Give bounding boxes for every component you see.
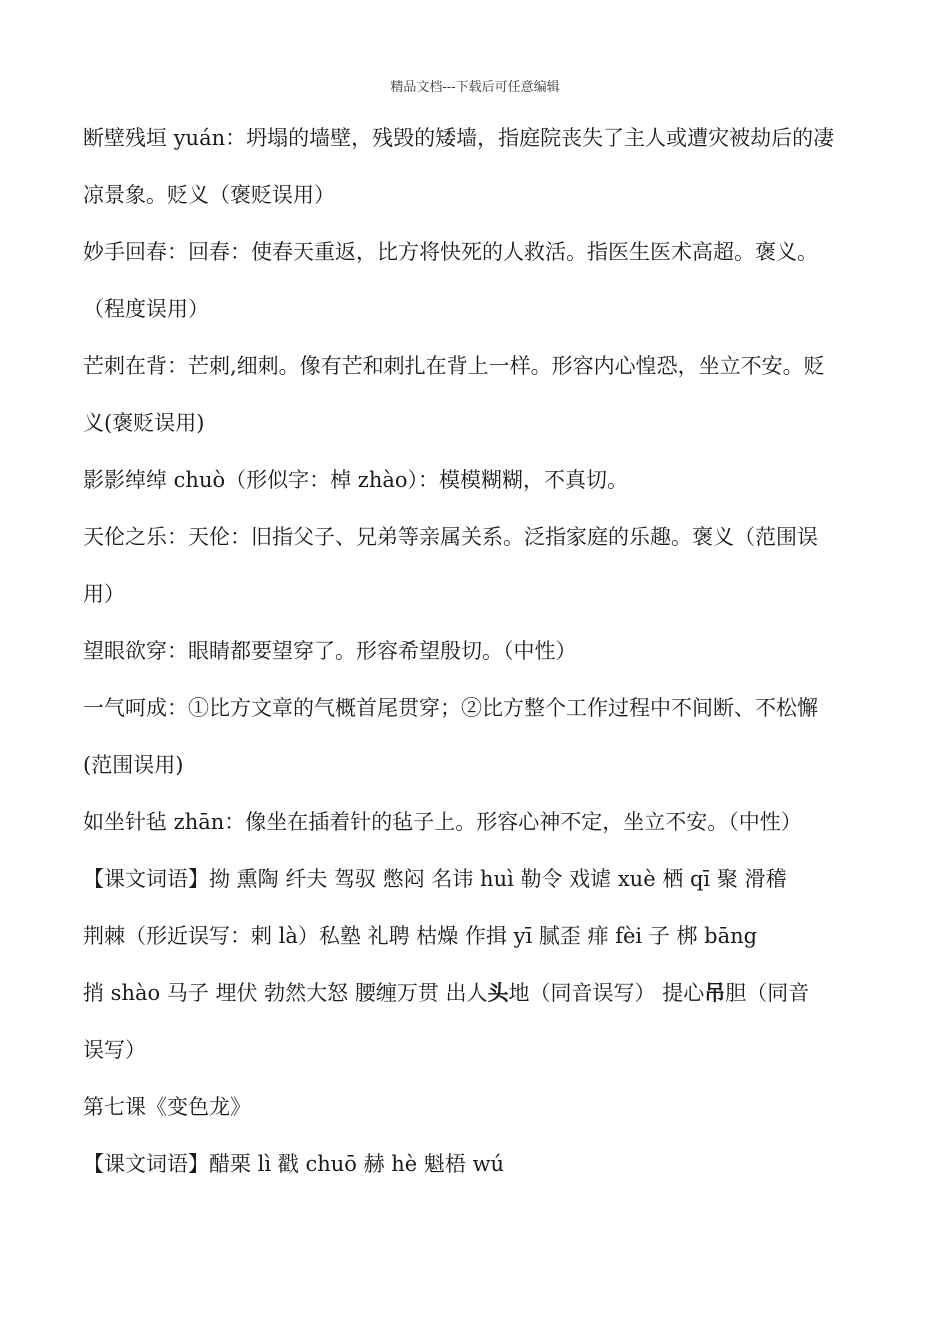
text-line: 如坐针毡 zhān：像坐在插着针的毡子上。形容心神不定，坐立不安。（中性） bbox=[83, 810, 802, 834]
page-header: 精品文档---下载后可任意编辑 bbox=[390, 80, 560, 95]
text-line: 断壁残垣 yuán：坍塌的墙壁，残毁的矮墙，指庭院丧失了主人或遭灾被劫后的凄 bbox=[83, 126, 835, 150]
text-line: 荆棘（形近误写：剌 là）私塾 礼聘 枯燥 作揖 yī 腻歪 痱 fèi 子 梆 bāng bbox=[83, 924, 758, 948]
text-line: 义(褒贬误用) bbox=[83, 411, 205, 435]
section-heading: 第七课《变色龙》 bbox=[83, 1095, 251, 1119]
bold-character: 头 bbox=[487, 980, 509, 1005]
text-line: 【课文词语】拗 熏陶 纤夫 驾驭 憋闷 名讳 huì 勒令 戏谑 xuè 栖 qī 聚 滑稽 bbox=[83, 867, 787, 891]
text-segment: 胆（同音 bbox=[725, 981, 810, 1005]
text-line: 望眼欲穿：眼睛都要望穿了。形容希望殷切。（中性） bbox=[83, 639, 577, 663]
text-line-mixed bbox=[83, 975, 873, 1032]
bold-character: 吊 bbox=[704, 980, 726, 1005]
text-line: 妙手回春：回春：使春天重返，比方将快死的人救活。指医生医术高超。褒义。 bbox=[83, 240, 818, 264]
document-body bbox=[83, 120, 873, 1203]
text-line: 用） bbox=[83, 582, 125, 606]
text-line: 凉景象。贬义（褒贬误用） bbox=[83, 183, 335, 207]
text-line: 芒刺在背：芒刺,细刺。像有芒和刺扎在背上一样。形容内心惶恐，坐立不安。贬 bbox=[83, 354, 825, 378]
text-segment: 捎 shào 马子 埋伏 勃然大怒 腰缠万贯 出人 bbox=[83, 981, 488, 1005]
text-line: 【课文词语】醋栗 lì 戳 chuō 赫 hè 魁梧 wú bbox=[83, 1152, 505, 1176]
text-line: 误写） bbox=[83, 1038, 146, 1062]
text-line: 影影绰绰 chuò（形似字：棹 zhào）：模模糊糊，不真切。 bbox=[83, 468, 629, 492]
text-line: 一气呵成：①比方文章的气概首尾贯穿；②比方整个工作过程中不间断、不松懈 bbox=[83, 696, 818, 720]
text-line: (范围误用) bbox=[83, 753, 184, 777]
text-line: 天伦之乐：天伦：旧指父子、兄弟等亲属关系。泛指家庭的乐趣。褒义（范围误 bbox=[83, 525, 818, 549]
text-line: （程度误用） bbox=[83, 297, 209, 321]
text-segment: 地（同音误写） 提心 bbox=[508, 981, 705, 1005]
